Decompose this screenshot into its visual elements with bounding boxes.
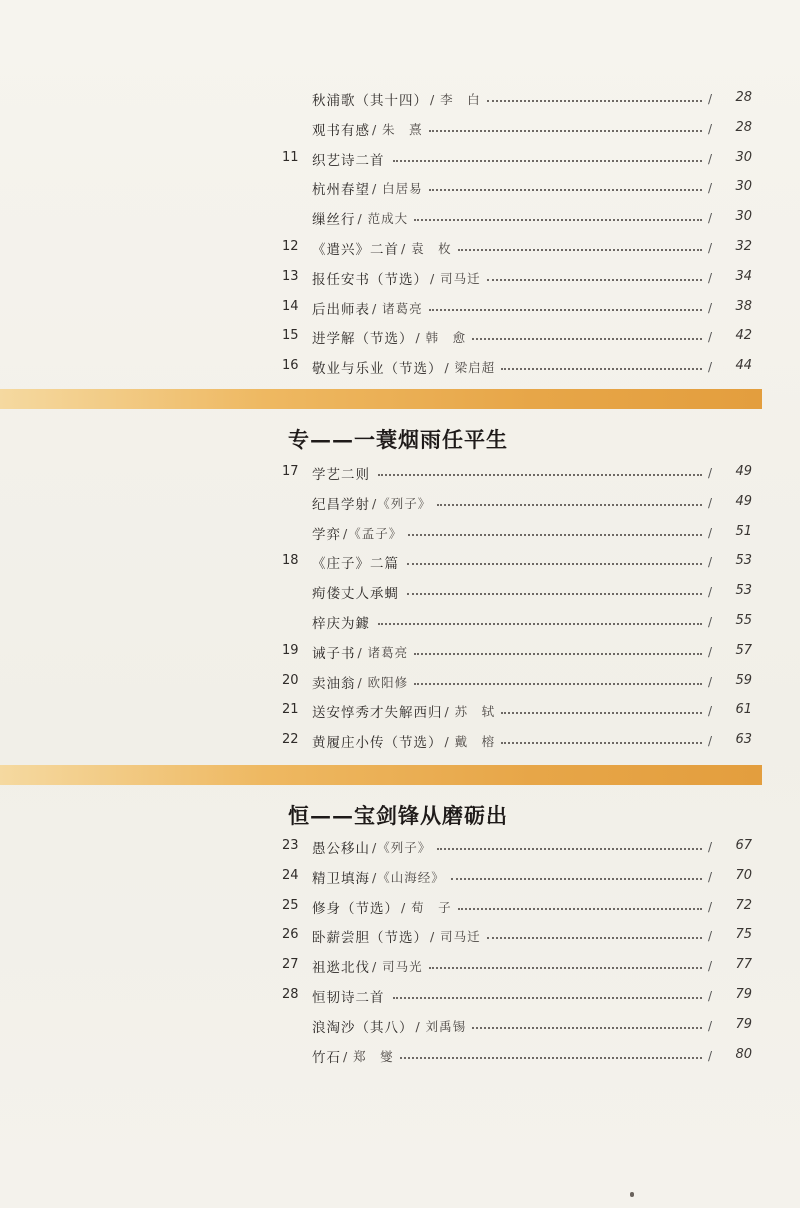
toc-entry-title: 愚公移山	[312, 841, 370, 857]
toc-entry-author: /《列子》	[372, 840, 432, 855]
toc-entry[interactable]	[0, 460, 800, 488]
toc-entry-title: 祖逖北伐	[312, 960, 370, 976]
leader-end-slash: /	[707, 959, 712, 973]
leader-end-slash: /	[707, 1019, 712, 1033]
toc-entry-author: / 李 白	[430, 92, 481, 107]
toc-entry-number: 12	[282, 239, 299, 254]
toc-entry[interactable]	[0, 639, 800, 667]
toc-entry[interactable]	[0, 669, 800, 697]
dot-leader	[501, 712, 702, 714]
toc-entry-text	[312, 118, 712, 140]
toc-entry-page: 51	[735, 524, 752, 539]
toc-entry-page: 77	[735, 957, 752, 972]
dot-leader	[378, 474, 702, 476]
toc-entry-number: 27	[282, 957, 299, 972]
toc-entry-author: / 刘禹锡	[415, 1019, 467, 1034]
toc-entry-title: 卖油翁	[312, 676, 356, 692]
toc-entry-page: 79	[735, 987, 752, 1002]
toc-entry[interactable]	[0, 549, 800, 577]
toc-entry-author: / 郑 燮	[343, 1049, 394, 1064]
toc-entry-text	[312, 297, 712, 319]
toc-entry-page: 30	[735, 209, 752, 224]
dot-leader	[429, 967, 702, 969]
leader-end-slash: /	[707, 615, 712, 629]
toc-entry-title: 观书有感	[312, 123, 370, 139]
leader-end-slash: /	[707, 181, 712, 195]
toc-entry-title: 秋浦歌（其十四）	[312, 93, 428, 109]
toc-entry[interactable]	[0, 324, 800, 352]
leader-end-slash: /	[707, 241, 712, 255]
toc-entry[interactable]	[0, 1013, 800, 1041]
toc-entry-author: /《孟子》	[343, 526, 403, 541]
toc-entry-text	[312, 88, 712, 110]
toc-entry[interactable]	[0, 728, 800, 756]
dot-leader	[429, 309, 702, 311]
leader-end-slash: /	[707, 211, 712, 225]
dot-leader	[407, 563, 702, 565]
leader-end-slash: /	[707, 122, 712, 136]
toc-entry-page: 49	[735, 494, 752, 509]
toc-entry-page: 79	[735, 1017, 752, 1032]
toc-entry-author: / 苏 轼	[444, 704, 496, 719]
toc-entry-page: 28	[735, 90, 752, 105]
toc-entry-page: 44	[735, 358, 752, 373]
toc-entry-page: 67	[735, 838, 752, 853]
toc-entry-title: 诫子书	[312, 646, 356, 662]
toc-entry-title: 报任安书（节选）	[312, 272, 428, 288]
toc-entry-author: / 梁启超	[444, 360, 496, 375]
dot-leader	[414, 219, 702, 221]
dot-leader	[501, 368, 702, 370]
leader-end-slash: /	[707, 900, 712, 914]
toc-entry-number: 15	[282, 328, 299, 343]
toc-entry-text	[312, 267, 712, 289]
toc-entry-author: / 荀 子	[401, 900, 452, 915]
toc-entry-author: / 司马迁	[430, 929, 481, 944]
toc-entry-author: /《山海经》	[372, 870, 445, 885]
toc-entry-author: / 诸葛亮	[372, 301, 423, 316]
dot-leader	[393, 997, 702, 999]
toc-entry-page: 72	[735, 898, 752, 913]
toc-entry-author: / 朱 熹	[372, 122, 423, 137]
toc-entry-title: 修身（节选）	[312, 901, 399, 917]
toc-entry-text	[312, 866, 712, 888]
leader-end-slash: /	[707, 301, 712, 315]
leader-end-slash: /	[707, 360, 712, 374]
dot-leader	[451, 878, 702, 880]
leader-end-slash: /	[707, 675, 712, 689]
toc-entry-page: 30	[735, 150, 752, 165]
toc-entry-title: 学艺二则	[312, 467, 370, 483]
toc-entry-text	[312, 985, 712, 1007]
toc-entry-number: 13	[282, 269, 299, 284]
toc-entry-title: 纪昌学射	[312, 497, 370, 513]
leader-end-slash: /	[707, 989, 712, 1003]
toc-entry[interactable]	[0, 520, 800, 548]
toc-entry-author: / 范成大	[357, 211, 409, 226]
toc-entry-title: 《遣兴》二首	[312, 242, 399, 258]
dot-leader	[458, 908, 702, 910]
toc-entry-number: 20	[282, 673, 299, 688]
toc-entry-page: 59	[735, 673, 752, 688]
toc-entry-text	[312, 326, 712, 348]
toc-entry-text	[312, 700, 712, 722]
section-band-heng	[0, 765, 762, 785]
toc-entry-number: 24	[282, 868, 299, 883]
dot-leader	[378, 623, 702, 625]
toc-entry-number: 21	[282, 702, 299, 717]
dot-leader	[458, 249, 702, 251]
leader-end-slash: /	[707, 734, 712, 748]
dot-leader	[414, 683, 702, 685]
dot-leader	[472, 1027, 702, 1029]
toc-entry-text	[312, 896, 712, 918]
leader-end-slash: /	[707, 92, 712, 106]
toc-entry-page: 63	[735, 732, 752, 747]
toc-entry-number: 26	[282, 927, 299, 942]
toc-entry-number: 19	[282, 643, 299, 658]
toc-entry-number: 22	[282, 732, 299, 747]
toc-entry-author: / 戴 榕	[444, 734, 496, 749]
toc-entry-text	[312, 356, 712, 378]
dot-leader	[429, 189, 702, 191]
toc-entry[interactable]	[0, 86, 800, 114]
leader-end-slash: /	[707, 271, 712, 285]
dot-leader	[407, 593, 702, 595]
leader-end-slash: /	[707, 870, 712, 884]
toc-entry[interactable]	[0, 235, 800, 263]
toc-entry-text	[312, 551, 712, 573]
toc-entry[interactable]	[0, 953, 800, 981]
dot-leader	[437, 848, 702, 850]
toc-entry-title: 缫丝行	[312, 212, 356, 228]
toc-entry-page: 42	[735, 328, 752, 343]
leader-end-slash: /	[707, 585, 712, 599]
leader-end-slash: /	[707, 645, 712, 659]
toc-entry-author: / 欧阳修	[357, 675, 409, 690]
toc-entry-text	[312, 955, 712, 977]
toc-entry-text	[312, 177, 712, 199]
toc-entry-title: 恒韧诗二首	[312, 990, 385, 1006]
dot-leader	[487, 937, 702, 939]
toc-entry-page: 55	[735, 613, 752, 628]
toc-entry-text	[312, 611, 712, 633]
toc-entry-page: 34	[735, 269, 752, 284]
toc-entry[interactable]	[0, 834, 800, 862]
dot-leader	[400, 1057, 702, 1059]
toc-entry-page: 61	[735, 702, 752, 717]
toc-entry-author: / 司马光	[372, 959, 423, 974]
toc-entry[interactable]	[0, 354, 800, 382]
toc-entry-author: / 袁 枚	[401, 241, 452, 256]
toc-entry[interactable]	[0, 175, 800, 203]
dot-leader	[393, 160, 702, 162]
toc-entry-title: 送安惇秀才失解西归	[312, 705, 443, 721]
toc-entry-page: 53	[735, 583, 752, 598]
toc-entry-number: 25	[282, 898, 299, 913]
toc-entry-page: 38	[735, 299, 752, 314]
toc-entry-page: 75	[735, 927, 752, 942]
toc-entry-title: 卧薪尝胆（节选）	[312, 930, 428, 946]
toc-entry-title: 杭州春望	[312, 182, 370, 198]
toc-entry-title: 竹石	[312, 1050, 341, 1066]
toc-entry[interactable]	[0, 490, 800, 518]
leader-end-slash: /	[707, 152, 712, 166]
toc-entry-number: 14	[282, 299, 299, 314]
toc-entry[interactable]	[0, 116, 800, 144]
toc-entry-title: 敬业与乐业（节选）	[312, 361, 443, 377]
leader-end-slash: /	[707, 1049, 712, 1063]
dot-leader	[501, 742, 702, 744]
toc-entry-title: 织艺诗二首	[312, 153, 385, 169]
toc-entry[interactable]	[0, 983, 800, 1011]
toc-entry-page: 70	[735, 868, 752, 883]
toc-entry-number: 17	[282, 464, 299, 479]
toc-entry-page: 53	[735, 553, 752, 568]
toc-entry-title: 黄履庄小传（节选）	[312, 735, 443, 751]
toc-entry-text	[312, 641, 712, 663]
leader-end-slash: /	[707, 555, 712, 569]
toc-entry-text	[312, 148, 712, 170]
leader-end-slash: /	[707, 840, 712, 854]
dot-leader	[487, 100, 702, 102]
toc-entry-author: / 诸葛亮	[357, 645, 409, 660]
toc-entry-text	[312, 671, 712, 693]
toc-entry-page: 80	[735, 1047, 752, 1062]
print-speck	[630, 1192, 634, 1197]
toc-entry[interactable]	[0, 698, 800, 726]
toc-entry[interactable]	[0, 923, 800, 951]
toc-entry-author: / 白居易	[372, 181, 423, 196]
toc-entry[interactable]	[0, 265, 800, 293]
toc-entry-title: 痀偻丈人承蜩	[312, 586, 399, 602]
toc-entry-number: 18	[282, 553, 299, 568]
toc-entry-title: 后出师表	[312, 302, 370, 318]
toc-entry-number: 28	[282, 987, 299, 1002]
toc-entry-text	[312, 1045, 712, 1067]
toc-entry-title: 学弈	[312, 527, 341, 543]
toc-entry-author: /《列子》	[372, 496, 432, 511]
section-title-heng: 恒——宝剑锋从磨砺出	[288, 803, 508, 828]
toc-entry-author: / 韩 愈	[415, 330, 467, 345]
leader-end-slash: /	[707, 526, 712, 540]
toc-entry-text	[312, 836, 712, 858]
toc-entry-text	[312, 730, 712, 752]
toc-entry-page: 32	[735, 239, 752, 254]
toc-entry-number: 11	[282, 150, 299, 165]
toc-entry-title: 进学解（节选）	[312, 331, 414, 347]
toc-entry-text	[312, 522, 712, 544]
leader-end-slash: /	[707, 929, 712, 943]
dot-leader	[487, 279, 702, 281]
toc-entry[interactable]	[0, 146, 800, 174]
toc-entry[interactable]	[0, 205, 800, 233]
toc-entry-text	[312, 462, 712, 484]
toc-entry[interactable]	[0, 1043, 800, 1071]
toc-entry-title: 浪淘沙（其八）	[312, 1020, 414, 1036]
toc-entry[interactable]	[0, 864, 800, 892]
toc-entry[interactable]	[0, 609, 800, 637]
leader-end-slash: /	[707, 496, 712, 510]
toc-entry-page: 30	[735, 179, 752, 194]
toc-entry[interactable]	[0, 894, 800, 922]
toc-entry-title: 《庄子》二篇	[312, 556, 399, 572]
dot-leader	[414, 653, 702, 655]
dot-leader	[429, 130, 702, 132]
leader-end-slash: /	[707, 704, 712, 718]
toc-entry-title: 精卫填海	[312, 871, 370, 887]
toc-entry-author: / 司马迁	[430, 271, 481, 286]
toc-entry-text	[312, 1015, 712, 1037]
toc-entry[interactable]	[0, 295, 800, 323]
toc-entry-title: 梓庆为鐻	[312, 616, 370, 632]
toc-entry-text	[312, 207, 712, 229]
toc-entry-text	[312, 581, 712, 603]
leader-end-slash: /	[707, 330, 712, 344]
toc-entry-text	[312, 492, 712, 514]
toc-entry-text	[312, 925, 712, 947]
toc-entry-number: 16	[282, 358, 299, 373]
toc-entry-text	[312, 237, 712, 259]
dot-leader	[472, 338, 702, 340]
leader-end-slash: /	[707, 466, 712, 480]
toc-entry-page: 57	[735, 643, 752, 658]
toc-entry-page: 49	[735, 464, 752, 479]
dot-leader	[408, 534, 702, 536]
section-title-zhuan: 专——一蓑烟雨任平生	[288, 427, 508, 452]
toc-entry-page: 28	[735, 120, 752, 135]
toc-entry[interactable]	[0, 579, 800, 607]
toc-entry-number: 23	[282, 838, 299, 853]
section-band-zhuan	[0, 389, 762, 409]
dot-leader	[437, 504, 702, 506]
